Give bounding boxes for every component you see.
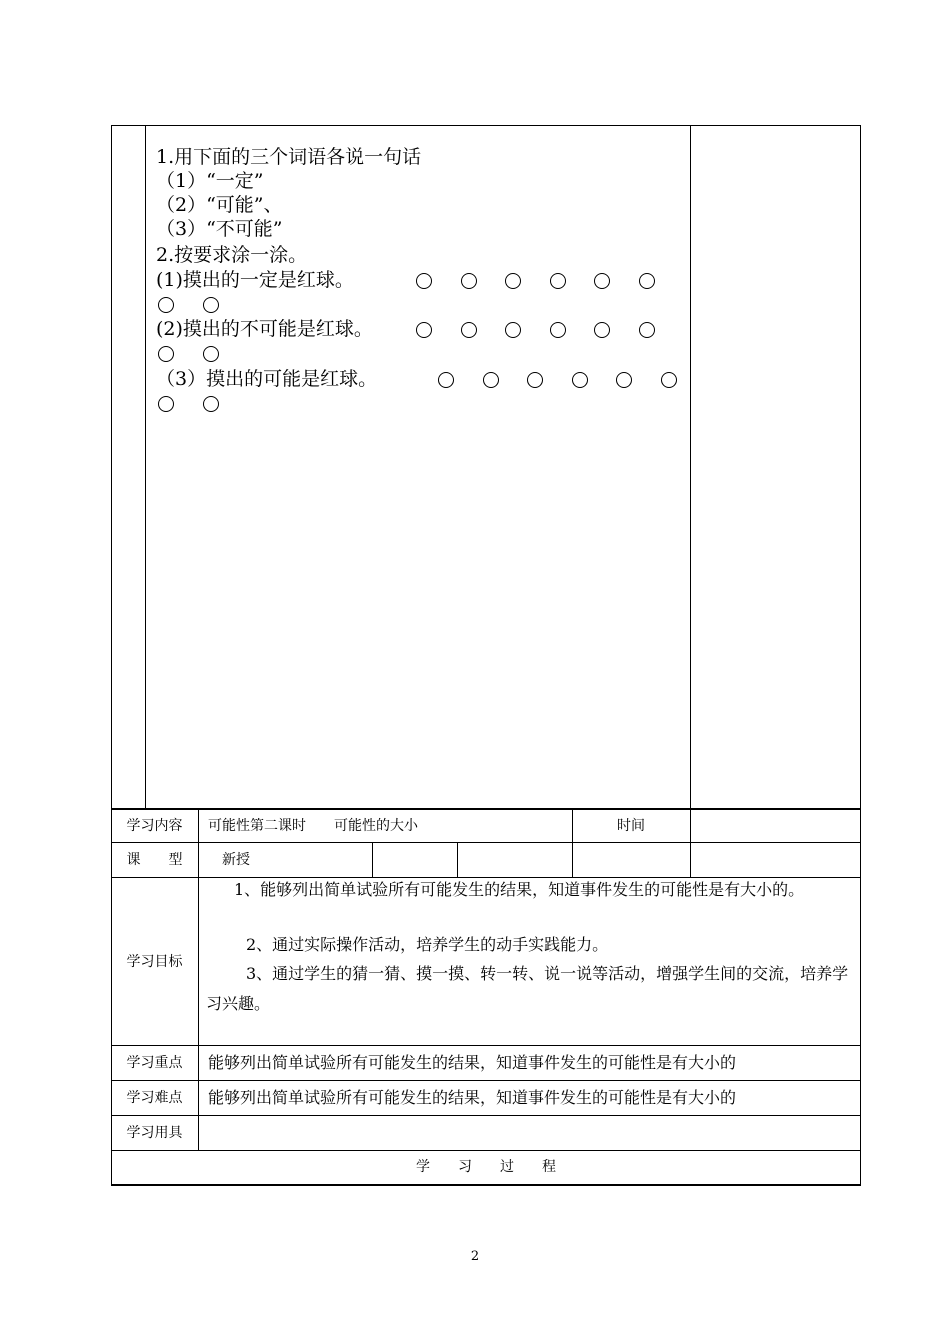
- circle-icon[interactable]: [639, 322, 655, 338]
- label-column-line: [198, 808, 199, 1150]
- key-label: 学习重点: [126, 1055, 183, 1071]
- row-line-3: [111, 1045, 861, 1046]
- circle-icon[interactable]: [416, 322, 432, 338]
- tools-label: 学习用具: [126, 1125, 183, 1141]
- circle-icon[interactable]: [505, 322, 521, 338]
- difficulty-label: 学习难点: [126, 1090, 183, 1106]
- q2-item-3-circles[interactable]: [438, 367, 681, 391]
- q1-item-2: （2）“可能”、: [156, 194, 283, 216]
- q2-item-2: (2)摸出的不可能是红球。: [156, 318, 373, 340]
- col-line-type-1: [372, 842, 373, 877]
- table-border-left: [111, 125, 112, 1186]
- table-border-right: [860, 125, 861, 1186]
- goals-label: 学习目标: [126, 954, 183, 970]
- circle-icon[interactable]: [594, 273, 610, 289]
- circle-icon[interactable]: [203, 297, 219, 313]
- page-number: 2: [470, 1249, 480, 1264]
- circle-icon[interactable]: [416, 273, 432, 289]
- time-label: 时间: [617, 818, 645, 834]
- col-line-time-right: [690, 808, 691, 877]
- q2-item-2-circles[interactable]: [416, 317, 683, 341]
- goal-3: 3、通过学生的猜一猜、摸一摸、转一转、说一说等活动，增强学生间的交流，培养学习兴趣。: [206, 964, 849, 1013]
- content-label: 学习内容: [126, 818, 183, 834]
- upper-inner-left-line: [145, 125, 146, 808]
- circle-icon[interactable]: [203, 346, 219, 362]
- circle-icon[interactable]: [438, 372, 454, 388]
- row-line-6: [111, 1150, 861, 1151]
- q2-item-3-circles-wrap[interactable]: [158, 391, 247, 415]
- type-label: 课 型: [126, 852, 183, 868]
- type-value: 新授: [222, 852, 250, 868]
- circle-icon[interactable]: [505, 273, 521, 289]
- content-value: 可能性第二课时 可能性的大小: [208, 818, 418, 834]
- circle-icon[interactable]: [158, 297, 174, 313]
- circle-icon[interactable]: [639, 273, 655, 289]
- q2-item-2-circles-wrap[interactable]: [158, 341, 247, 365]
- process-label: 学 习 过 程: [416, 1159, 556, 1175]
- col-line-type-2: [457, 842, 458, 877]
- row-line-5: [111, 1115, 861, 1116]
- circle-icon[interactable]: [550, 273, 566, 289]
- circle-icon[interactable]: [461, 322, 477, 338]
- circle-icon[interactable]: [661, 372, 677, 388]
- q2-item-3: （3）摸出的可能是红球。: [156, 368, 378, 390]
- goal-2: 2、通过实际操作活动，培养学生的动手实践能力。: [246, 935, 609, 954]
- circle-icon[interactable]: [461, 273, 477, 289]
- row-line-1: [111, 842, 861, 843]
- circle-icon[interactable]: [616, 372, 632, 388]
- circle-icon[interactable]: [572, 372, 588, 388]
- key-value: 能够列出简单试验所有可能发生的结果，知道事件发生的可能性是有大小的: [208, 1053, 737, 1072]
- q1-title: 1.用下面的三个词语各说一句话: [156, 146, 422, 168]
- table-border-top: [111, 125, 861, 126]
- difficulty-value: 能够列出简单试验所有可能发生的结果，知道事件发生的可能性是有大小的: [208, 1088, 737, 1107]
- circle-icon[interactable]: [203, 396, 219, 412]
- circle-icon[interactable]: [158, 396, 174, 412]
- upper-section-bottom: [111, 808, 861, 810]
- q1-item-3: （3）“不可能”: [156, 218, 283, 240]
- circle-icon[interactable]: [594, 322, 610, 338]
- q2-item-1-circles-wrap[interactable]: [158, 292, 247, 316]
- circle-icon[interactable]: [158, 346, 174, 362]
- circle-icon[interactable]: [527, 372, 543, 388]
- q2-item-1: (1)摸出的一定是红球。: [156, 269, 354, 291]
- goal-1: 1、能够列出简单试验所有可能发生的结果，知道事件发生的可能性是有大小的。: [234, 880, 805, 899]
- circle-icon[interactable]: [550, 322, 566, 338]
- q1-item-1: （1）“一定”: [156, 170, 264, 192]
- q2-item-1-circles[interactable]: [416, 268, 683, 292]
- table-border-bottom: [111, 1184, 861, 1186]
- q2-title: 2.按要求涂一涂。: [156, 244, 308, 266]
- circle-icon[interactable]: [483, 372, 499, 388]
- row-line-4: [111, 1080, 861, 1081]
- upper-inner-right-line: [690, 125, 691, 808]
